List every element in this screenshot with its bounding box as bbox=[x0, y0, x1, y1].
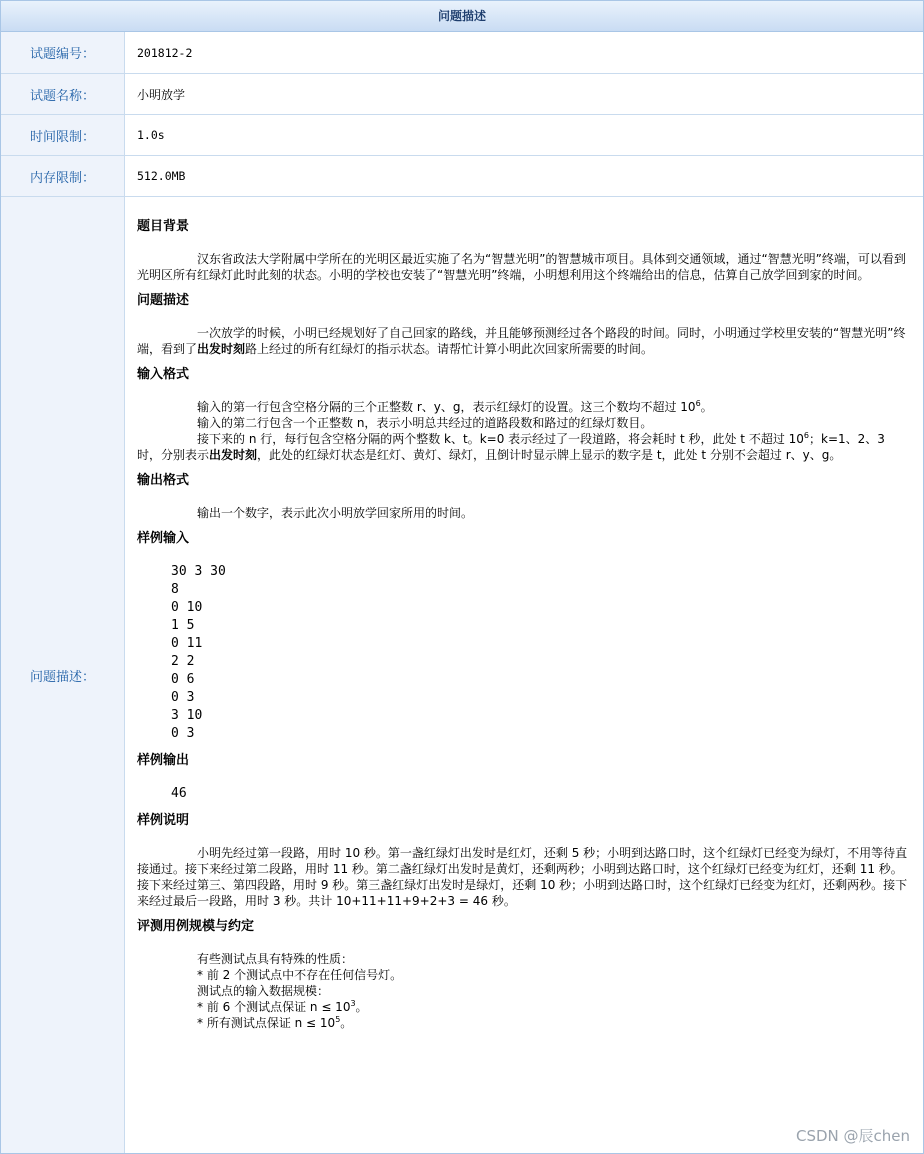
input-title: 输入格式 bbox=[137, 367, 190, 382]
info-row-name bbox=[1, 74, 923, 115]
description-text: 一次放学的时候，小明已经规划好了自己回家的路线，并且能够预测经过各个路段的时间。同时，小明通过学校里安装的“智慧光明”终端，看到了出发时刻路上经过的所有红绿灯的指示状态。请帮忙计算小明此次回家所需要的时间。 bbox=[137, 326, 906, 356]
sample-input-line: 0 3 bbox=[171, 726, 195, 741]
sample-input-line: 8 bbox=[171, 582, 179, 597]
sample-input-line: 0 6 bbox=[171, 672, 195, 687]
background-title: 题目背景 bbox=[137, 219, 190, 234]
info-label: 试题编号： bbox=[1, 32, 125, 73]
sample-input-line: 3 10 bbox=[171, 708, 203, 723]
problem-content bbox=[125, 197, 923, 1153]
table-header: 问题描述 bbox=[1, 1, 923, 32]
info-value: 小明放学 bbox=[137, 87, 186, 102]
explanation-text: 小明先经过第一段路，用时 10 秒。第一盏红绿灯出发时是红灯，还剩 5 秒；小明到达路口时，这个红绿灯已经变为绿灯，不用等待直接通过。接下来经过第二段路，用时 11 秒。第二盏红绿灯出发时是黄灯，还剩两秒；小明到达路口时，这个红绿灯已经变为红灯，还剩 11 秒。接下来经过第三、第四段路，用时 9 秒。第三盏红绿灯出发时是绿灯，还剩 10 秒；小明到达路口时，这个红绿灯已经变为红灯，还剩两秒。接下来经过最后一段路，用时 3 秒。共计 10+11+11+9+2+3 = 46 秒。 bbox=[137, 846, 908, 908]
sample-input-block bbox=[137, 563, 911, 743]
sample-input-line: 0 3 bbox=[171, 690, 195, 705]
sample-output-block: 46 bbox=[171, 786, 187, 801]
input-text: 输入的第一行包含空格分隔的三个正整数 r、y、g，表示红绿灯的设置。这三个数均不超过 $10^6$。 输入的第二行包含一个正整数 n，表示小明总共经过的道路段数和路过的红绿灯数目。 接下来的 n 行，每行包含空格分隔的两个整数 k、t。k=0 表示经过了一段道路，将会耗时 t 秒，此处 t 不超过 $10^6$；k=1、2、3 时，分别表示出发时刻，此处的红绿灯状态是红灯、黄灯、绿灯，且倒计时显示牌上显示的数字是 t，此处 t 分别不会超过 r、y、g。 bbox=[137, 399, 885, 462]
background-text: 汉东省政法大学附属中学所在的光明区最近实施了名为“智慧光明”的智慧城市项目。具体到交通领域，通过“智慧光明”终端，可以看到光明区所有红绿灯此时此刻的状态。小明的学校也安装了“智慧光明”终端，小明想利用这个终端给出的信息，估算自己放学回到家的时间。 bbox=[137, 252, 906, 282]
info-label: 内存限制： bbox=[1, 156, 125, 196]
constraints-title: 评测用例规模与约定 bbox=[137, 919, 255, 934]
constraints-text: 有些测试点具有特殊的性质： * 前 2 个测试点中不存在任何信号灯。 测试点的输入数据规模： * 前 6 个测试点保证 $n \le 10^3$。 * 所有测试点保证 $n \le 10^5$。 bbox=[197, 952, 403, 1030]
sample-input-line: 0 10 bbox=[171, 600, 203, 615]
sample-input-line: 0 11 bbox=[171, 636, 203, 651]
problem-label: 问题描述： bbox=[1, 197, 125, 1153]
output-title: 输出格式 bbox=[137, 473, 190, 488]
sample-output-title: 样例输出 bbox=[137, 753, 190, 768]
output-text: 输出一个数字，表示此次小明放学回家所用的时间。 bbox=[197, 506, 474, 520]
info-value: 512.0MB bbox=[137, 169, 186, 183]
info-value: 1.0s bbox=[137, 128, 165, 142]
info-row-memory bbox=[1, 156, 923, 197]
description-title: 问题描述 bbox=[137, 293, 190, 308]
sample-input-line: 1 5 bbox=[171, 618, 195, 633]
csdn-watermark: CSDN @辰chen bbox=[795, 1127, 910, 1145]
info-row-time bbox=[1, 115, 923, 156]
explanation-title: 样例说明 bbox=[137, 813, 190, 828]
info-row-id bbox=[1, 32, 923, 74]
sample-input-title: 样例输入 bbox=[137, 531, 190, 546]
sample-input-line: 2 2 bbox=[171, 654, 195, 669]
info-label: 时间限制： bbox=[1, 115, 125, 155]
sample-input-line: 30 3 30 bbox=[171, 564, 226, 579]
info-value: 201812-2 bbox=[137, 45, 193, 60]
info-label: 试题名称： bbox=[1, 74, 125, 114]
problem-row bbox=[1, 197, 923, 1153]
